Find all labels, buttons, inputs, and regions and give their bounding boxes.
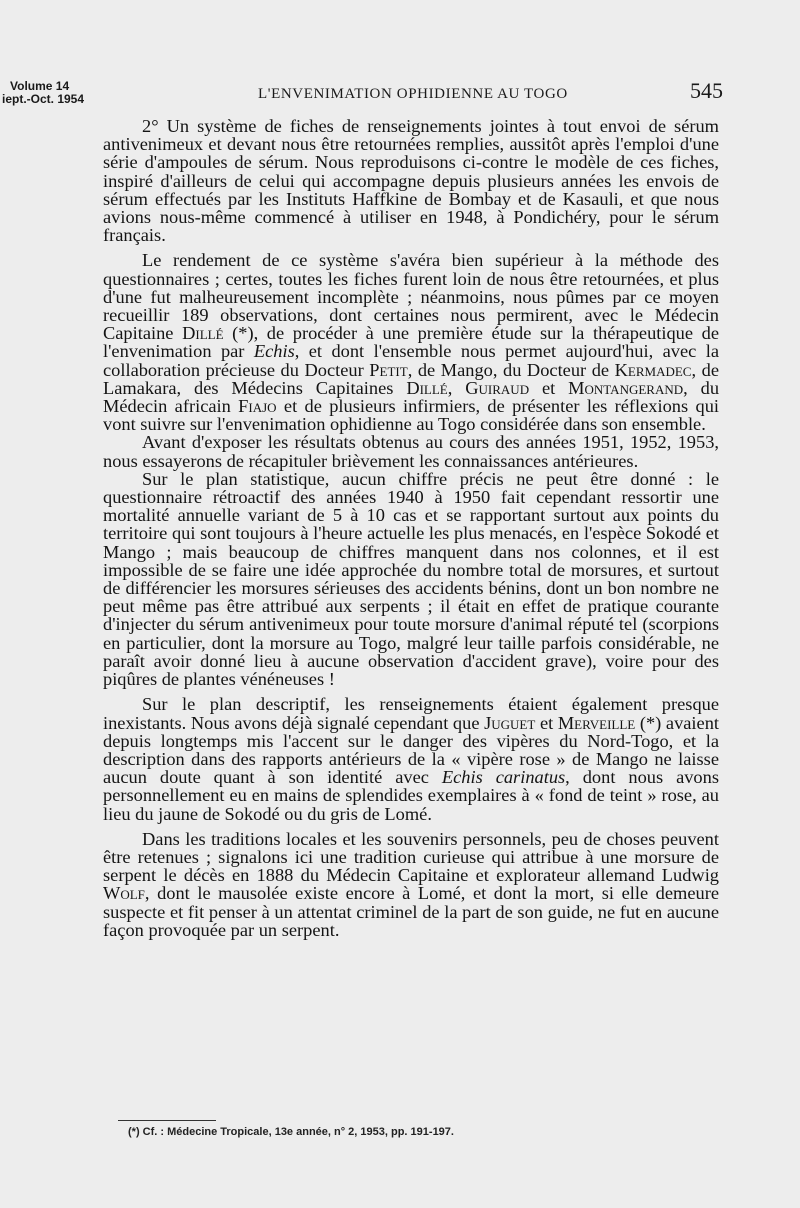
author-name: Montangerand xyxy=(568,377,684,398)
issue-date: iept.-Oct. 1954 xyxy=(2,92,85,106)
text-run: (*), de procéder à une première étude sur la thérapeutique de l'envenimation par xyxy=(103,323,720,362)
paragraph xyxy=(103,470,719,688)
page-number: 545 xyxy=(690,78,723,103)
text-run: , dont le mausolée existe encore à Lomé, et dont la mort, si elle demeure suspecte et fit penser à un attentat criminel de la part de son guide, ne fut en aucune façon provoquée par un serpent. xyxy=(103,883,719,940)
text-run: Avant d'exposer les résultats obtenus au cours des années 1951, 1952, 1953, nous essayerons de récapituler brièvement les connaissances antérieures. xyxy=(103,432,719,471)
text-run: et xyxy=(529,377,569,398)
text-run: Sur le plan descriptif, les renseignements étaient également presque inexistants. Nous avons déjà signalé cependant que xyxy=(103,694,719,733)
text-run: et xyxy=(535,712,558,733)
author-name: Petit xyxy=(369,359,408,380)
paragraph xyxy=(103,433,719,469)
article-body xyxy=(103,117,719,946)
text-run: , xyxy=(447,377,466,398)
paragraph xyxy=(103,695,719,822)
text-run: Sur le plan statistique, aucun chiffre précis ne peut être donné : le questionnaire rétroactif des années 1940 à 1950 fait cependant ressortir une mortalité annuelle variant de 5 à 10 cas et se rapportant surtout aux points du territoire qui sont toujours à l'heure actuelle les plus menacés, en l'espèce Sokodé et Mango ; mais beaucoup de chiffres manquent dans nos colonnes, et il est impossible de se faire une idée approchée du nombre total de morsures, et surtout de différencier les morsures sérieuses des accidents bénins, dont un bon nombre ne peut même pas être attribué aux serpents ; il était en effet de pratique courante d'injecter du sérum antivenimeux pour toute morsure d'animal réputé tel (scorpions en particulier, dont la morsure au Togo, malgré leur taille parfois considérable, ne paraît avoir donné lieu à aucune observation d'accident grave), voire pour des piqûres de plantes vénéneuses ! xyxy=(103,468,719,690)
footnote-rule xyxy=(118,1120,216,1121)
volume-info xyxy=(2,80,84,106)
paragraph xyxy=(103,830,719,939)
author-name: Fiajo xyxy=(238,396,277,417)
text-run: , de Lamakara, des Médecins Capitaines xyxy=(103,359,719,398)
text-run: 2° Un système de fiches de renseignements jointes à tout envoi de sérum antivenimeux et devant nous être retournées remplies, aussitôt après l'emploi d'une série d'ampoules de sérum. Nous reproduisons ci-contre le modèle de ces fiches, inspiré d'ailleurs de celui qui accompagne depuis plusieurs années les envois de sérum effectués par les Instituts Haffkine de Bombay et de Kasauli, et que nous avions nous-même commencé à utiliser en 1948, à Pondichéry, pour le sérum français. xyxy=(103,116,719,246)
paragraph xyxy=(103,251,719,433)
author-name: Juguet xyxy=(484,712,536,733)
species-name: Echis xyxy=(253,341,295,362)
author-name: Guiraud xyxy=(465,377,530,398)
text-run: et de plusieurs infirmiers, de présenter les réflexions qui vont suivre sur l'envenimation ophidienne au Togo considérée dans son ensemble. xyxy=(103,396,720,435)
text-run: , de Mango, du Docteur de xyxy=(407,359,615,380)
text-run: Le rendement de ce système s'avéra bien supérieur à la méthode des questionnaires ; certes, toutes les fiches furent loin de nous être retournées, et plus d'une fut malheureusement incomplète ; néanmoins, nous pûmes par ce moyen recueillir 189 observations, dont certaines nous permirent, avec le Médecin Capitaine xyxy=(103,250,719,344)
text-run: , et dont l'ensemble nous permet aujourd'hui, avec la collaboration précieuse du Docteur xyxy=(103,341,719,380)
running-title: L'ENVENIMATION OPHIDIENNE AU TOGO xyxy=(258,86,568,102)
footnote: (*) Cf. : Médecine Tropicale, 13e année, n° 2, 1953, pp. 191-197. xyxy=(128,1126,454,1138)
author-name: Merveille xyxy=(557,712,636,733)
author-name: Kermadec xyxy=(614,359,692,380)
text-run: , du Médecin africain xyxy=(103,377,720,417)
species-name: Echis carinatus xyxy=(441,767,566,788)
text-run: , dont nous avons personnellement eu en mains de splendides exemplaires à « fond de teint » rose, au lieu du jaune de Sokodé ou du gris de Lomé. xyxy=(103,767,719,824)
author-name: Dillé xyxy=(182,323,224,344)
author-name: Dillé xyxy=(406,377,448,398)
text-run: Dans les traditions locales et les souvenirs personnels, peu de choses peuvent être retenues ; signalons ici une tradition curieuse qui attribue à une morsure de serpent le décès en 1888 du Médecin Capitaine et explorateur allemand Ludwig xyxy=(103,828,719,886)
author-name: Wolf xyxy=(103,883,145,904)
volume-label: Volume 14 xyxy=(10,79,70,93)
paragraph xyxy=(103,117,719,244)
text-run: (*) avaient depuis longtemps mis l'accent sur le danger des vipères du Nord-Togo, et la description dans des rapports antérieurs de la « vipère rose » de Mango ne laisse aucun doute quant à son identité avec xyxy=(103,712,719,788)
